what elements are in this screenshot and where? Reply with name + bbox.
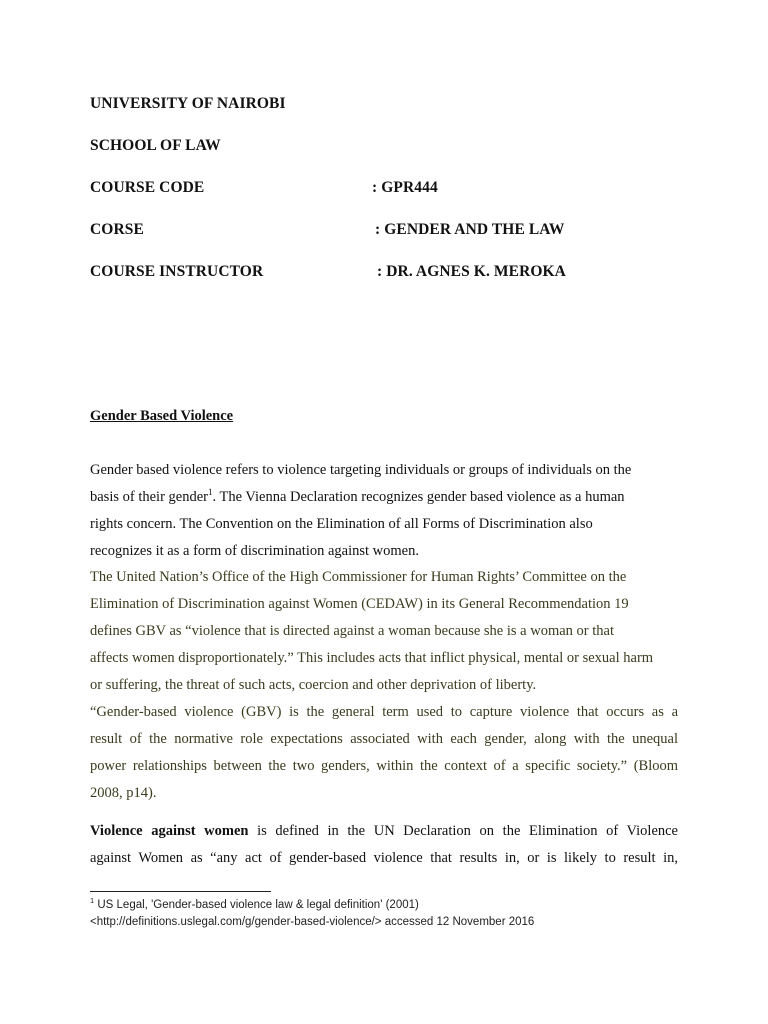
footnote-line: [90, 897, 534, 914]
footnote: [90, 897, 534, 931]
bold-term: Violence against women: [90, 823, 249, 839]
text-span: . The Vienna Declaration recognizes gender based violence as a human: [212, 489, 625, 505]
paragraph-line: recognizes it as a form of discrimination against women.: [90, 543, 419, 559]
paragraph-violence-against-women: [90, 818, 678, 872]
paragraph-line: affects women disproportionately.” This includes acts that inflict physical, mental or sexual harm: [90, 650, 654, 666]
paragraph-line: power relationships between the two genders, within the context of a specific society.” (Bloom: [90, 758, 678, 774]
instructor-value: : DR. AGNES K. MEROKA: [377, 263, 566, 280]
paragraph-line: or suffering, the threat of such acts, coercion and other deprivation of liberty.: [90, 677, 537, 693]
course-value: : GENDER AND THE LAW: [375, 221, 565, 238]
course-code-row: [90, 179, 550, 197]
paragraph-line: [90, 818, 678, 845]
paragraph-line: The United Nation’s Office of the High Commissioner for Human Rights’ Committee on the: [90, 569, 627, 585]
university-name: UNIVERSITY OF NAIROBI: [90, 95, 286, 112]
course-row: [90, 221, 610, 239]
footnote-separator: [90, 891, 271, 892]
section-title: Gender Based Violence: [90, 408, 234, 424]
text-span: is defined in the UN Declaration on the Elimination of Violence: [248, 823, 678, 839]
paragraph-line: against Women as “any act of gender-based violence that results in, or is likely to result in,: [90, 850, 678, 866]
paragraph-line: Gender based violence refers to violence targeting individuals or groups of individuals on the: [90, 462, 632, 478]
paragraph-line: 2008, p14).: [90, 785, 157, 801]
paragraph-line: rights concern. The Convention on the Elimination of all Forms of Discrimination also: [90, 516, 593, 532]
paragraph-line: [90, 484, 678, 511]
instructor-label: COURSE INSTRUCTOR: [90, 263, 264, 280]
text-span: basis of their gender: [90, 489, 208, 505]
paragraph-definition: [90, 457, 678, 565]
paragraph-line: Elimination of Discrimination against Women (CEDAW) in its General Recommendation 19: [90, 596, 629, 612]
footnote-citation: US Legal, 'Gender-based violence law & legal definition' (2001): [94, 899, 419, 911]
instructor-row: [90, 263, 610, 281]
course-code-label: COURSE CODE: [90, 179, 205, 196]
paragraph-line: defines GBV as “violence that is directed against a woman because she is a woman or that: [90, 623, 614, 639]
school-name: SCHOOL OF LAW: [90, 137, 221, 154]
footnote-url[interactable]: <http://definitions.uslegal.com/g/gender-based-violence/> accessed 12 November 2016: [90, 916, 535, 928]
paragraph-line: “Gender-based violence (GBV) is the general term used to capture violence that occurs as a: [90, 704, 678, 720]
course-code-value: : GPR444: [372, 179, 438, 196]
paragraph-bloom-quote: [90, 699, 678, 807]
course-label: CORSE: [90, 221, 144, 238]
footnote-number: 1: [90, 896, 95, 906]
paragraph-line: result of the normative role expectations associated with each gender, along with the unequal: [90, 731, 678, 747]
paragraph-cedaw: [90, 564, 678, 699]
footnote-reference[interactable]: 1: [207, 487, 213, 498]
